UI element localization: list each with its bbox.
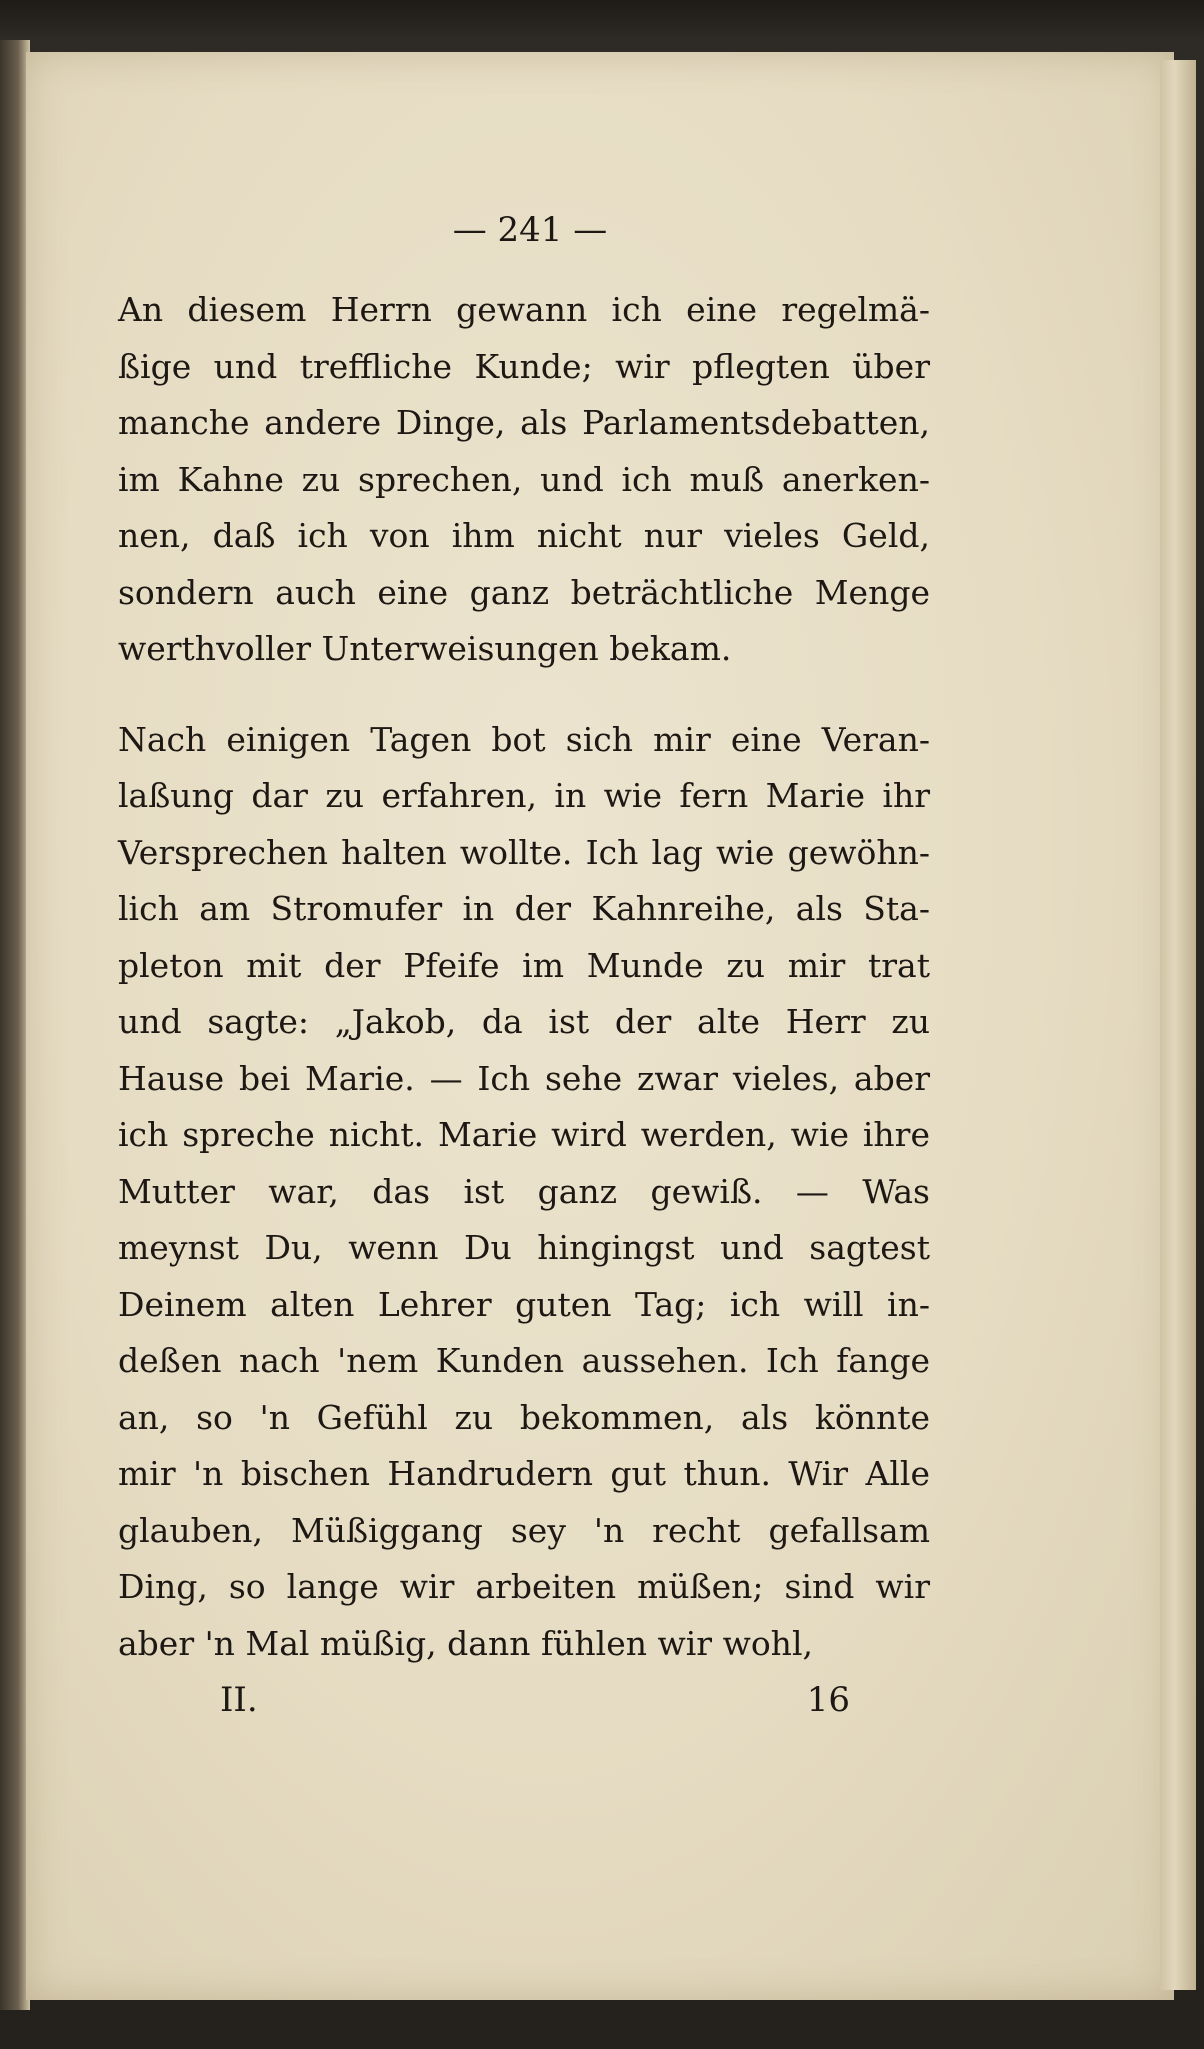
text-line: ßige und treffliche Kunde; wir pflegten über <box>118 346 930 386</box>
paragraph <box>118 712 930 1673</box>
text-line: ich spreche nicht. Marie wird werden, wie ihre <box>118 1115 930 1154</box>
text-line: mir 'n bischen Handrudern gut thun. Wir Alle <box>118 1454 930 1493</box>
page-number-header: — 241 — <box>452 210 608 250</box>
text-line: nen, daß ich von ihm nicht nur vieles Geld, <box>118 516 930 555</box>
text-line: Mutter war, das ist ganz gewiß. — Was <box>118 1171 930 1211</box>
text-line: aber 'n Mal müßig, dann fühlen wir wohl, <box>118 1623 813 1663</box>
page-fore-edge <box>1160 60 1196 1990</box>
text-line: und sagte: „Jakob, da ist der alte Herr zu <box>118 1002 930 1041</box>
text-line: Versprechen halten wollte. Ich lag wie gewöhn- <box>118 832 930 872</box>
signature-mark: 16 <box>806 1680 850 1720</box>
text-line: Nach einigen Tagen bot sich mir eine Veran- <box>118 719 930 759</box>
volume-mark: II. <box>220 1680 258 1720</box>
text-line: an, so 'n Gefühl zu bekommen, als könnte <box>118 1397 930 1437</box>
body-text <box>118 282 930 1672</box>
text-line: pleton mit der Pfeife im Munde zu mir trat <box>118 945 930 985</box>
text-line: werthvoller Unterweisungen bekam. <box>118 629 732 668</box>
text-line: laßung dar zu erfahren, in wie fern Marie ihr <box>118 776 930 815</box>
text-line: meynst Du, wenn Du hingingst und sagtest <box>118 1228 930 1267</box>
text-line: Ding, so lange wir arbeiten müßen; sind wir <box>118 1567 930 1606</box>
text-line: Deinem alten Lehrer guten Tag; ich will in- <box>118 1284 930 1324</box>
text-line: Hause bei Marie. — Ich sehe zwar vieles, aber <box>118 1058 930 1098</box>
text-line: deßen nach 'nem Kunden aussehen. Ich fange <box>118 1341 930 1380</box>
text-line: sondern auch eine ganz beträchtliche Menge <box>118 572 930 612</box>
text-line: glauben, Müßiggang sey 'n recht gefallsam <box>118 1510 930 1550</box>
text-line: lich am Stromufer in der Kahnreihe, als Sta- <box>118 889 930 928</box>
paragraph <box>118 282 930 678</box>
text-line: im Kahne zu sprechen, und ich muß anerken- <box>118 459 930 499</box>
text-line: An diesem Herrn gewann ich eine regelmä- <box>118 290 930 329</box>
text-line: manche andere Dinge, als Parlamentsdebatten, <box>118 403 930 442</box>
